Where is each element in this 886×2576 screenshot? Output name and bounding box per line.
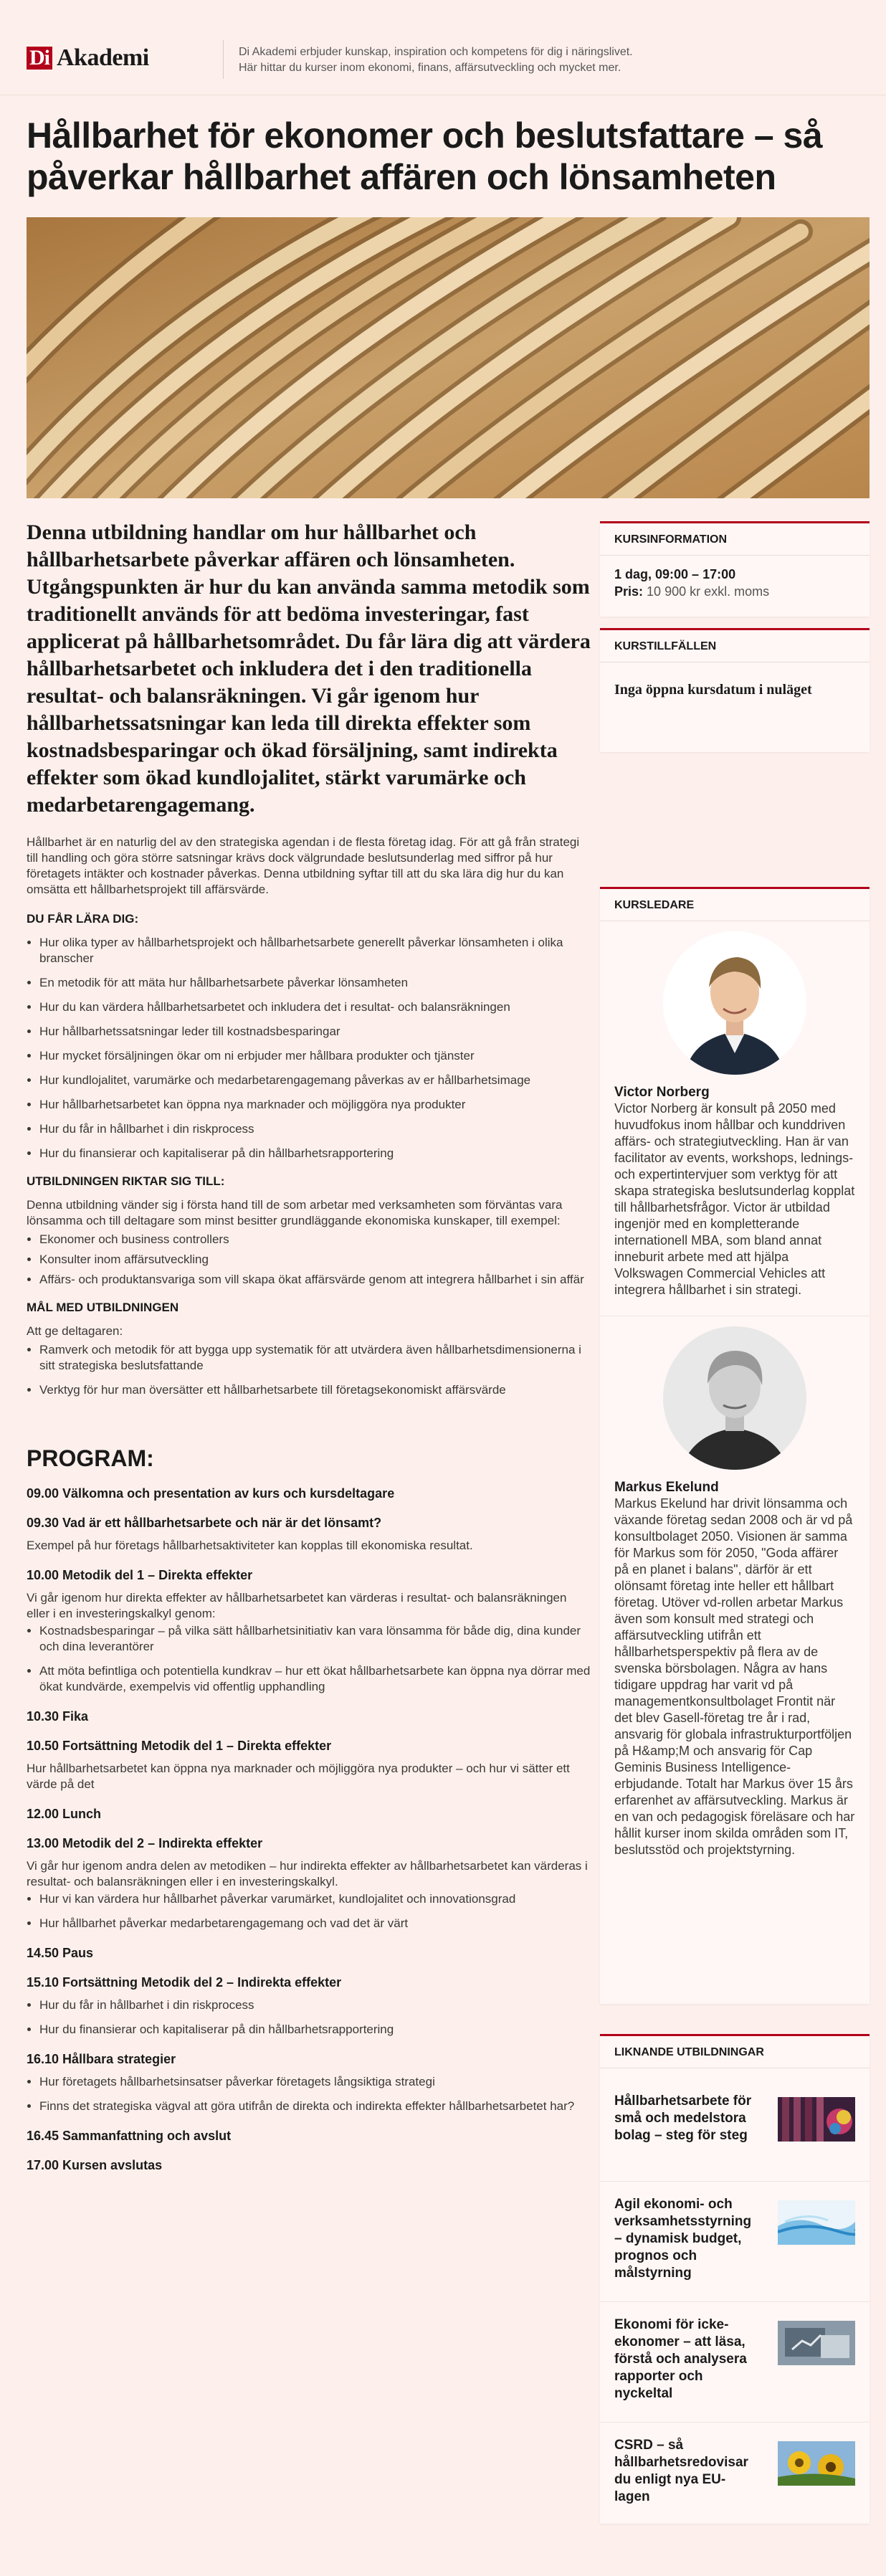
list-item: • Verktyg för hur man översätter ett hållbarhetsarbete till företagsekonomiskt affärsvärde (39, 1382, 593, 1398)
di-akademi-logo[interactable] (27, 44, 149, 72)
list-item: • Hur du får in hållbarhet i din riskprocess (39, 1121, 593, 1137)
price-value: 10 900 kr exkl. moms (647, 584, 770, 599)
program-item-title: 16.10 Hållbara strategier (27, 2052, 176, 2066)
course-info-heading: KURSINFORMATION (600, 523, 870, 556)
program-item (27, 1946, 593, 1961)
list-item: • Affärs- och produktansvariga som vill skapa ökat affärsvärde genom att integrera hållbarhet i sin affär (39, 1272, 593, 1288)
intro-paragraph: Hållbarhet är en naturlig del av den strategiska agendan i de flesta företag idag. För att gå från strategi till handling och göra större satsningar krävs dock välgrundade beslutsunderlag med siffror på hur företagets intäkter och kostnader påverkas. Denna utbildning syftar till att du ska lära dig hur du kan omsätta ett hållbarhetsprojekt till affärsvärde. (27, 835, 580, 896)
lead-paragraph: Denna utbildning handlar om hur hållbarhet och hållbarhetsarbete påverkar affären och lönsamheten. Utgångspunkten är hur du kan använda samma metodik som traditionellt används för att bedöma investeringar, fast applicerat på hållbarhetsområdet. Du får lära dig att värdera hållbarhetsarbetet och inkludera det i den traditionella resultat- och balansräkningen. Vi går igenom hur hållbarhetssatsningar kan leda till direkta effekter som kostnadsbesparingar och ökad försäljning, samt indirekta effekter som ökad kundlojalitet, stärkt varumärke och medarbetarengagemang. (27, 521, 591, 817)
wood-pattern-illustration (27, 217, 870, 498)
course-info-card (600, 521, 870, 617)
related-course-item[interactable] (600, 2068, 870, 2182)
header-divider (223, 40, 224, 79)
course-description (27, 519, 593, 2180)
program-item-bullets (27, 1623, 593, 1695)
program-item (27, 2158, 593, 2173)
logo-di: Di (27, 47, 52, 70)
course-info-body (600, 556, 870, 610)
list-item: • Hur du kan värdera hållbarhetsarbetet och inkludera det i resultat- och balansräkningen (39, 999, 593, 1015)
list-item: • Kostnadsbesparingar – på vilka sätt hållbarhetsinitiativ kan vara lönsamma för både dig, dina kunder och dina leverantörer (39, 1623, 593, 1655)
program-item-title: 13.00 Metodik del 2 – Indirekta effekter (27, 1836, 263, 1850)
leaders-heading: KURSLEDARE (600, 889, 870, 921)
goal-heading: MÅL MED UTBILDNINGEN (27, 1301, 179, 1314)
avatar (663, 931, 806, 1075)
price-label: Pris: (614, 584, 644, 599)
program-item-title: 10.30 Fika (27, 1709, 89, 1724)
audience-list (27, 1232, 593, 1288)
program-item-desc: Exempel på hur företags hållbarhetsaktiviteter kan kopplas till ekonomiska resultat. (27, 1539, 473, 1552)
portrait-markus-illustration (663, 1326, 806, 1470)
list-item: • Hur hållbarhet påverkar medarbetarengagemang och vad det är värt (39, 1916, 593, 1931)
program-item-bullets (27, 1997, 593, 2038)
program-item-desc: Vi går igenom hur direkta effekter av hållbarhetsarbetet kan värderas i resultat- och balansräkningen eller i en investeringskalkyl genom: (27, 1591, 567, 1620)
list-item: • Hur hållbarhetssatsningar leder till kostnadsbesparingar (39, 1024, 593, 1040)
course-leaders-card (600, 887, 870, 2004)
audience-intro: Denna utbildning vänder sig i första hand till de som arbetar med verksamheten som förväntas vara lönsamma och till deltagare som minst besitter grundläggande ekonomiska kunskaper, till exempel: (27, 1198, 563, 1227)
list-item: • Hur olika typer av hållbarhetsprojekt och hållbarhetsarbete generellt påverkar lönsamheten i olika branscher (39, 935, 593, 966)
course-schedule: 1 dag, 09:00 – 17:00 (614, 567, 736, 581)
list-item: • Hur vi kan värdera hur hållbarhet påverkar varumärket, kundlojalitet och innovationsgrad (39, 1891, 593, 1907)
avatar (663, 1326, 806, 1470)
program-item-desc: Vi går hur igenom andra delen av metodiken – hur indirekta effekter av hållbarhetsarbetet kan värderas i resultat- och balansräkningen eller i en investeringskalkyl. (27, 1859, 588, 1888)
list-item: • Hur mycket försäljningen ökar om ni erbjuder mer hållbara produkter och tjänster (39, 1048, 593, 1064)
page-title: Hållbarhet för ekonomer och beslutsfattare – så påverkar hållbarhet affären och lönsamheten (27, 115, 823, 197)
related-course-title[interactable]: Agil ekonomi- och verksamhetsstyrning – dynamisk budget, prognos och målstyrning (614, 2197, 752, 2281)
list-item: • Hur du finansierar och kapitaliserar på din hållbarhetsrapportering (39, 1146, 593, 1161)
program-item-bullets (27, 2074, 593, 2114)
leader-name: Victor Norberg (614, 1085, 710, 1100)
leader-name: Markus Ekelund (614, 1480, 719, 1495)
program-item-title: 09.00 Välkomna och presentation av kurs och kursdeltagare (27, 1486, 395, 1501)
audience-heading: UTBILDNINGEN RIKTAR SIG TILL: (27, 1174, 225, 1188)
related-heading: LIKNANDE UTBILDNINGAR (600, 2036, 870, 2068)
list-item: • Hur du finansierar och kapitaliserar på din hållbarhetsrapportering (39, 2022, 593, 2038)
program-heading: PROGRAM: (27, 1445, 154, 1471)
list-item: • Finns det strategiska vägval att göra utifrån de direkta och indirekta effekter hållbarhetsarbetet har? (39, 2099, 593, 2114)
portrait-victor-illustration (663, 931, 806, 1075)
list-item: • Hur du får in hållbarhet i din riskprocess (39, 1997, 593, 2013)
list-item: • En metodik för att mäta hur hållbarhetsarbete påverkar lönsamheten (39, 975, 593, 991)
program-item-title: 09.30 Vad är ett hållbarhetsarbete och när är det lönsamt? (27, 1516, 382, 1530)
program-item-title: 10.00 Metodik del 1 – Direkta effekter (27, 1568, 253, 1582)
program-item-title: 16.45 Sammanfattning och avslut (27, 2129, 232, 2143)
program-item-bullets (27, 1891, 593, 1931)
related-course-title[interactable]: Hållbarhetsarbete för små och medelstora bolag – steg för steg (614, 2093, 752, 2143)
program-item-title: 14.50 Paus (27, 1946, 94, 1960)
program-item (27, 1807, 593, 1822)
program-item-title: 12.00 Lunch (27, 1807, 102, 1821)
goal-intro: Att ge deltagaren: (27, 1324, 123, 1338)
program-item (27, 2052, 593, 2114)
program-item (27, 1709, 593, 1724)
header-tagline (239, 44, 683, 76)
site-header (0, 0, 886, 95)
program-item (27, 2129, 593, 2144)
program-item-title: 15.10 Fortsättning Metodik del 2 – Indirekta effekter (27, 1975, 342, 1990)
list-item: • Konsulter inom affärsutveckling (39, 1252, 593, 1268)
hero-image-wood-slats (27, 217, 870, 498)
related-course-item[interactable] (600, 2302, 870, 2423)
list-item: • Ramverk och metodik för att bygga upp systematik för att utvärdera även hållbarhetsdimensionerna i sitt strategiska beslutsfattande (39, 1342, 593, 1374)
tagline-line-1: Di Akademi erbjuder kunskap, inspiration och kompetens för dig i näringslivet. (239, 46, 633, 58)
related-course-title[interactable]: CSRD – så hållbarhetsredovisar du enligt nya EU-lagen (614, 2438, 748, 2504)
logo-akademi: Akademi (57, 44, 149, 71)
related-course-thumbnail[interactable] (778, 2441, 855, 2486)
tagline-line-2: Här hittar du kurser inom ekonomi, finans, affärsutveckling och mycket mer. (239, 62, 621, 74)
related-course-title[interactable]: Ekonomi för icke-ekonomer – att läsa, förstå och analysera rapporter och nyckeltal (614, 2317, 747, 2401)
list-item: • Hur kundlojalitet, varumärke och medarbetarengagemang påverkas av er hållbarhetsimage (39, 1073, 593, 1088)
program-item (27, 1486, 593, 1501)
program-item-title: 10.50 Fortsättning Metodik del 1 – Direkta effekter (27, 1739, 332, 1753)
list-item: • Ekonomer och business controllers (39, 1232, 593, 1247)
program-item-title: 17.00 Kursen avslutas (27, 2158, 163, 2172)
leader-bio: Victor Norberg är konsult på 2050 med huvudfokus inom hållbar och kunddriven affärs- och strategiutveckling. Han är van facilitator av events, workshops, lednings- och expertintervjuer som verktyg för att skapa strategiska beslutsunderlag kopplat till hållbarhetsfrågor. Victor är utbildad ingenjör med en kompletterande internationell MBA, som bland annat inneburit arbete med att hjälpa Volkswagen Commercial Vehicles att integrera hållbarhet i sin strategi. (614, 1101, 855, 1297)
related-courses-card (600, 2034, 870, 2524)
related-course-thumbnail[interactable] (778, 2321, 855, 2365)
related-course-thumbnail[interactable] (778, 2200, 855, 2245)
occasions-heading: KURSTILLFÄLLEN (600, 630, 870, 662)
no-occasions-text: Inga öppna kursdatum i nuläget (614, 682, 812, 698)
leader-markus-ekelund (600, 1316, 870, 1866)
goal-list (27, 1342, 593, 1398)
list-item: • Att möta befintliga och potentiella kundkrav – hur ett ökat hållbarhetsarbete kan öppna nya dörrar med ökat kundvärde, exempelvis vid offentlig upphandling (39, 1663, 593, 1695)
program-item (27, 1739, 593, 1792)
program-item (27, 1836, 593, 1931)
program-item (27, 1516, 593, 1554)
related-course-thumbnail[interactable] (778, 2097, 855, 2142)
course-price (614, 583, 855, 600)
learn-heading: DU FÅR LÄRA DIG: (27, 912, 139, 926)
leader-bio: Markus Ekelund har drivit lönsamma och växande företag sedan 2008 och är vd på konsultbolaget 2050. Visionen är samma för Markus som för 2050, "Goda affärer på en planet i balans", därför är ett olönsamt företag inte heller ett hållbart företag. Utöver vd-rollen arbetar Markus även som konsult med strategi och affärsutveckling utifrån ett hållbarhetsperspektiv på flera av de svenska börsbolagen. Några av hans tidigare uppdrag har varit vd på managementkonsultbolaget Frontit när det blev Gasell-företag tre år i rad, ansvarig för globala infrastrukturportföljen på H&amp;M och ansvarig för Cap Geminis Business Intelligence-erbjudande. Totalt har Markus över 15 års erfarenhet av affärsutveckling. Markus är en van och pedagogisk föreläsare och har hållit kurser inom skilda områden som IT, beslutsstöd och projektstyrning. (614, 1496, 855, 1857)
learn-list (27, 935, 593, 1161)
program-item (27, 1975, 593, 2038)
leader-victor-norberg (600, 921, 870, 1306)
program-item-desc: Hur hållbarhetsarbetet kan öppna nya marknader och möjliggöra nya produkter – och hur vi sätter ett värde på det (27, 1762, 570, 1791)
list-item: • Hur hållbarhetsarbetet kan öppna nya marknader och möjliggöra nya produkter (39, 1097, 593, 1113)
related-course-item[interactable] (600, 2423, 870, 2520)
related-course-item[interactable] (600, 2182, 870, 2302)
program-item (27, 1568, 593, 1695)
list-item: • Hur företagets hållbarhetsinsatser påverkar företagets långsiktiga strategi (39, 2074, 593, 2090)
course-occasions-card (600, 628, 870, 752)
